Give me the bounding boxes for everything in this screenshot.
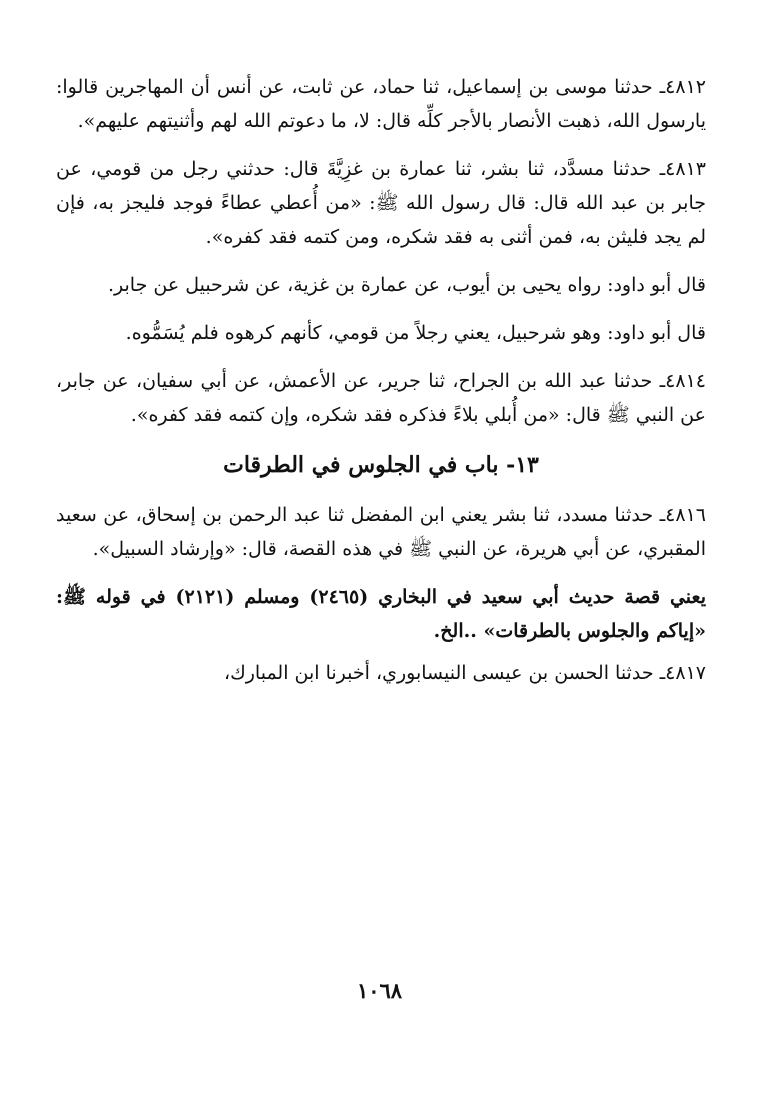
hadith-4816	[56, 498, 706, 566]
abu-dawud-comment-2	[56, 316, 706, 350]
page-number: ١٠٦٨	[356, 978, 403, 1003]
hadith-4817-text: ٤٨١٧ـ حدثنا الحسن بن عيسى النيسابوري، أخبرنا ابن المبارك،	[223, 662, 706, 684]
abu-dawud-comment-1	[56, 268, 706, 302]
hadith-4814-text: ٤٨١٤ـ حدثنا عبد الله بن الجراح، ثنا جرير، عن الأعمش، عن أبي سفيان، عن جابر، عن النبي ﷺ قال: «من أُبلي بلاءً فذكره فقد شكره، وإن كتمه فقد كفره».	[56, 370, 706, 426]
abu-dawud-comment-1-text: قال أبو داود: رواه يحيى بن أيوب، عن عمارة بن غزية، عن شرحبيل عن جابر.	[107, 274, 706, 296]
editor-note: يعني قصة حديث أبي سعيد في البخاري (٢٤٦٥) ومسلم (٢١٢١) في قوله ﷺ: «إياكم والجلوس بالطرقات» ..الخ.	[56, 586, 706, 642]
hadith-4813	[56, 152, 706, 254]
hadith-4812	[56, 70, 706, 138]
hadith-4816-text: ٤٨١٦ـ حدثنا مسدد، ثنا بشر يعني ابن المفضل ثنا عبد الرحمن بن إسحاق، عن سعيد المقبري، عن أبي هريرة، عن النبي ﷺ في هذه القصة، قال: «وإرشاد السبيل».	[56, 504, 706, 560]
abu-dawud-comment-2-text: قال أبو داود: وهو شرحبيل، يعني رجلاً من قومي، كأنهم كرهوه فلم يُسَمُّوه.	[125, 322, 706, 344]
hadith-4812-text: ٤٨١٢ـ حدثنا موسى بن إسماعيل، ثنا حماد، عن ثابت، عن أنس أن المهاجرين قالوا: يارسول الله، ذهبت الأنصار بالأجر كلِّه قال: لا، ما دعوتم الله لهم وأثنيتهم عليهم».	[56, 76, 706, 132]
page-body	[56, 70, 706, 704]
chapter-heading: ١٣- باب في الجلوس في الطرقات	[223, 452, 539, 478]
hadith-4814	[56, 364, 706, 432]
hadith-4817	[56, 656, 706, 690]
hadith-4813-text: ٤٨١٣ـ حدثنا مسدَّد، ثنا بشر، ثنا عمارة بن غزِيَّةَ قال: حدثني رجل من قومي، عن جابر بن عبد الله قال: قال رسول الله ﷺ: «من أُعطي عطاءً فوجد فليجز به، فإن لم يجد فليثن به، فمن أثنى به فقد شكره، ومن كتمه فقد كفره».	[56, 158, 706, 248]
